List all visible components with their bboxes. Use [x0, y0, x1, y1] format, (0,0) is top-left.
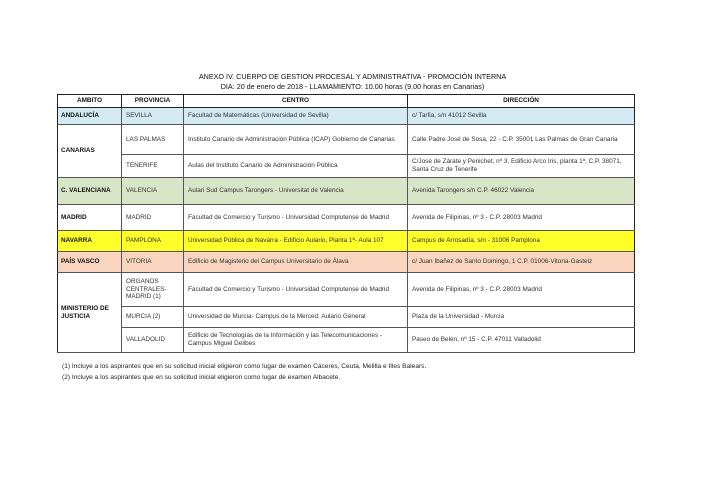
table-row — [58, 108, 635, 125]
header-direccion: DIRECCIÓN — [408, 95, 635, 108]
table-row — [58, 178, 635, 205]
cell-provincia: SEVILLA — [122, 108, 184, 125]
cell-provincia: VITORIA — [122, 252, 184, 273]
cell-direccion: Paseo de Belén, nº 15 - C.P. 47011 Valladolid — [408, 328, 635, 353]
cell-centro: Universidad Pública de Navarra - Edificio Aulario, Planta 1ª- Aula 107 — [184, 231, 408, 252]
table-header-row — [58, 95, 635, 108]
table-row — [58, 155, 635, 178]
table-row — [58, 273, 635, 307]
document-title: ANEXO IV. CUERPO DE GESTION PROCESAL Y ADMINISTRATIVA - PROMOCIÓN INTERNA — [198, 72, 507, 81]
cell-ambito: CANARIAS — [58, 125, 122, 178]
cell-provincia: LAS PALMAS — [122, 125, 184, 155]
cell-provincia: ORGANOS CENTRALES-MADRID (1) — [122, 273, 184, 307]
cell-centro: Edificio de Tecnologías de la Información y las Telecomunicaciones - Campus Miguel Delibes — [184, 328, 408, 353]
cell-provincia: MADRID — [122, 205, 184, 231]
cell-provincia: MURCIA (2) — [122, 307, 184, 328]
cell-centro: Aulas del Instituto Canario de Administración Pública — [184, 155, 408, 178]
cell-centro: Instituto Canario de Administración Pública (ICAP) Gobierno de Canarias — [184, 125, 408, 155]
cell-ambito: PAÍS VASCO — [58, 252, 122, 273]
cell-centro: Facultad de Comercio y Turismo - Universidad Complutense de Madrid — [184, 205, 408, 231]
cell-direccion: Plaza de la Universidad - Murcia — [408, 307, 635, 328]
cell-ambito: C. VALENCIANA — [58, 178, 122, 205]
table-row — [58, 205, 635, 231]
cell-centro: Edificio de Magisterio del Campus Universitario de Álava — [184, 252, 408, 273]
cell-ambito: MINISTERIO DE JUSTICIA — [58, 273, 122, 353]
header-provincia: PROVINCIA — [122, 95, 184, 108]
cell-provincia: PAMPLONA — [122, 231, 184, 252]
cell-centro: Aulari Sud Campus Tarongers - Universitat de Valencia — [184, 178, 408, 205]
cell-provincia: TENERIFE — [122, 155, 184, 178]
table-row — [58, 328, 635, 353]
cell-centro: Facultad de Comercio y Turismo - Universidad Complutense de Madrid — [184, 273, 408, 307]
cell-direccion: Calle Padre José de Sosa, 22 - C.P. 35001 Las Palmas de Gran Canaria — [408, 125, 635, 155]
cell-provincia: VALLADOLID — [122, 328, 184, 353]
table-row — [58, 125, 635, 155]
header-ambito: AMBITO — [58, 95, 122, 108]
cell-direccion: C/José de Zárate y Penichet, nº 3, Edificio Arco Iris, planta 1ª, C.P. 38071, Santa Cruz de Tenerife — [408, 155, 635, 178]
table-row — [58, 252, 635, 273]
table-row — [58, 307, 635, 328]
cell-ambito: ANDALUCÍA — [58, 108, 122, 125]
table-row — [58, 231, 635, 252]
cell-direccion: c/ Tarfia, s/n 41012 Sevilla — [408, 108, 635, 125]
footnote-1: (1) Incluye a los aspirantes que en su solicitud inicial eligieron como lugar de examen Cáceres, Ceuta, Melilla e Illes Balears. — [62, 363, 427, 370]
cell-direccion: Avenida Tarongers s/n C.P. 46022 Valencia — [408, 178, 635, 205]
cell-centro: Universidad de Murcia- Campus de la Merced. Aulario General — [184, 307, 408, 328]
footnote-2: (2) Incluye a los aspirantes que en su solicitud inicial eligieron como lugar de examen Albacete. — [62, 374, 341, 381]
cell-direccion: Avenida de Filipinas, nº 3 - C.P. 28003 Madrid — [408, 273, 635, 307]
footnotes — [62, 361, 426, 383]
header-centro: CENTRO — [184, 95, 408, 108]
exam-locations-table — [57, 94, 635, 353]
cell-ambito: NAVARRA — [58, 231, 122, 252]
cell-direccion: Campus de Arrosadía, s/n - 31006 Pamplona — [408, 231, 635, 252]
document-subtitle: DIA: 20 de enero de 2018 - LLAMAMIENTO: 10.00 horas (9.00 horas en Canarias) — [220, 82, 485, 91]
cell-direccion: Avenida de Filipinas, nº 3 - C.P. 28003 Madrid — [408, 205, 635, 231]
cell-centro: Facultad de Matemáticas (Universidad de Sevilla) — [184, 108, 408, 125]
cell-provincia: VALENCIA — [122, 178, 184, 205]
cell-direccion: c/ Juan Ibañez de Santo Domingo, 1 C.P. 01006-Vitoria-Gasteiz — [408, 252, 635, 273]
cell-ambito: MADRID — [58, 205, 122, 231]
